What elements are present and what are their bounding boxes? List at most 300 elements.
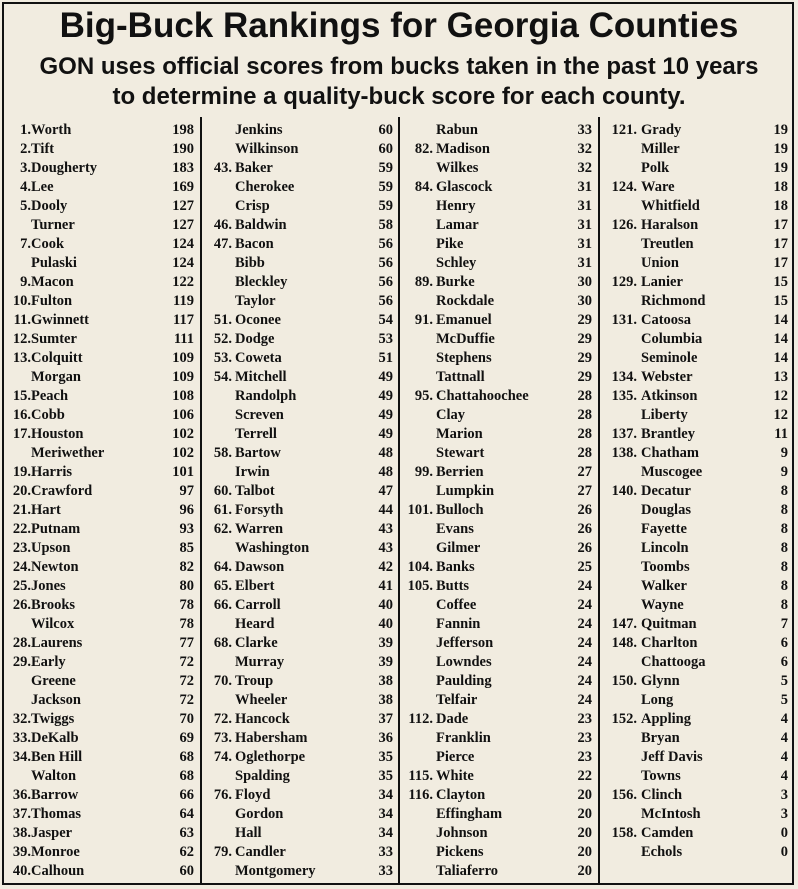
county-rank: 1.: [20, 122, 31, 138]
table-row: [4, 596, 200, 615]
county-name: Elbert: [235, 578, 275, 594]
county-score: 7: [780, 616, 788, 632]
county-name: Jefferson: [436, 635, 494, 651]
county-score: 12: [773, 407, 788, 423]
county-name: Chatham: [641, 445, 700, 461]
table-row: [600, 558, 794, 577]
county-name: DeKalb: [31, 730, 79, 746]
county-score: 31: [577, 255, 592, 271]
county-name: Murray: [235, 654, 285, 670]
county-rank: 25.: [12, 578, 31, 594]
county-name: Glynn: [641, 673, 680, 689]
county-score: 8: [780, 597, 788, 613]
county-score: 24: [577, 692, 592, 708]
table-row: [401, 843, 598, 862]
county-score: 25: [577, 559, 592, 575]
table-row: [600, 615, 794, 634]
county-score: 78: [179, 597, 194, 613]
table-row: [600, 729, 794, 748]
county-score: 39: [378, 654, 393, 670]
county-score: 49: [378, 388, 393, 404]
county-name: Johnson: [436, 825, 488, 841]
county-name: Seminole: [641, 350, 698, 366]
county-name: Gilmer: [436, 540, 481, 556]
county-name: Jenkins: [235, 122, 283, 138]
table-row: [4, 178, 200, 197]
county-score: 60: [179, 863, 194, 879]
table-row: [401, 121, 598, 140]
county-score: 62: [179, 844, 194, 860]
county-score: 38: [378, 673, 393, 689]
table-row: [600, 748, 794, 767]
county-score: 68: [179, 749, 194, 765]
county-score: 97: [179, 483, 194, 499]
table-row: [4, 824, 200, 843]
county-score: 17: [773, 236, 788, 252]
county-rank: 95.: [414, 388, 433, 404]
table-row: [401, 463, 598, 482]
county-score: 72: [179, 673, 194, 689]
county-rank: 115.: [408, 768, 433, 784]
county-score: 108: [172, 388, 194, 404]
county-name: Telfair: [436, 692, 478, 708]
county-score: 18: [773, 198, 788, 214]
county-rank: 40.: [12, 863, 31, 879]
county-score: 6: [780, 635, 788, 651]
table-row: [204, 520, 399, 539]
table-row: [401, 330, 598, 349]
county-score: 34: [378, 806, 393, 822]
county-score: 24: [577, 673, 592, 689]
table-row: [600, 539, 794, 558]
county-name: Wilkinson: [235, 141, 299, 157]
table-row: [204, 596, 399, 615]
county-rank: 15.: [12, 388, 31, 404]
county-score: 42: [378, 559, 393, 575]
county-name: Wilkes: [436, 160, 479, 176]
table-row: [4, 653, 200, 672]
county-score: 36: [378, 730, 393, 746]
county-name: Tattnall: [436, 369, 485, 385]
county-name: Pike: [436, 236, 464, 252]
county-score: 56: [378, 236, 393, 252]
county-score: 40: [378, 616, 393, 632]
county-name: Dade: [436, 711, 469, 727]
county-score: 30: [577, 293, 592, 309]
table-row: [600, 387, 794, 406]
table-row: [401, 615, 598, 634]
county-score: 8: [780, 559, 788, 575]
table-row: [204, 330, 399, 349]
table-row: [600, 805, 794, 824]
table-row: [204, 577, 399, 596]
table-row: [4, 805, 200, 824]
rankings-column-3: [401, 121, 598, 882]
county-rank: 74.: [213, 749, 232, 765]
county-name: Screven: [235, 407, 284, 423]
county-score: 77: [179, 635, 194, 651]
county-score: 35: [378, 749, 393, 765]
county-score: 49: [378, 426, 393, 442]
table-row: [204, 615, 399, 634]
county-score: 49: [378, 407, 393, 423]
county-score: 127: [172, 217, 194, 233]
table-row: [204, 254, 399, 273]
county-rank: 13.: [12, 350, 31, 366]
county-rank: 10.: [12, 293, 31, 309]
county-score: 22: [577, 768, 592, 784]
county-score: 13: [773, 369, 788, 385]
county-rank: 3.: [20, 160, 31, 176]
table-row: [204, 653, 399, 672]
county-name: Meriwether: [31, 445, 105, 461]
county-rank: 37.: [12, 806, 31, 822]
county-score: 8: [780, 578, 788, 594]
county-rank: 64.: [213, 559, 232, 575]
table-row: [204, 463, 399, 482]
table-row: [401, 216, 598, 235]
county-name: Newton: [31, 559, 79, 575]
county-score: 20: [577, 787, 592, 803]
county-rank: 24.: [12, 559, 31, 575]
table-row: [204, 178, 399, 197]
county-score: 8: [780, 483, 788, 499]
county-name: Stephens: [436, 350, 492, 366]
county-score: 3: [780, 787, 788, 803]
county-score: 78: [179, 616, 194, 632]
subtitle-line-2: to determine a quality-buck score for each county.: [112, 83, 686, 110]
county-name: Hart: [31, 502, 61, 518]
county-name: Washington: [235, 540, 310, 556]
county-name: Lee: [31, 179, 54, 195]
county-rank: 131.: [611, 312, 637, 328]
county-rank: 16.: [12, 407, 31, 423]
table-row: [600, 577, 794, 596]
county-score: 5: [780, 673, 788, 689]
rankings-column-4: [600, 121, 794, 882]
county-name: Fannin: [436, 616, 481, 632]
county-name: Chattooga: [641, 654, 706, 670]
county-name: Jones: [31, 578, 66, 594]
table-row: [401, 653, 598, 672]
county-score: 31: [577, 179, 592, 195]
county-rank: 99.: [414, 464, 433, 480]
table-row: [204, 501, 399, 520]
table-row: [600, 672, 794, 691]
county-name: Fulton: [31, 293, 73, 309]
county-name: McDuffie: [436, 331, 495, 347]
county-name: Troup: [235, 673, 274, 689]
table-row: [204, 748, 399, 767]
county-name: Laurens: [31, 635, 83, 651]
county-name: Barrow: [31, 787, 79, 803]
county-name: Cook: [31, 236, 65, 252]
county-score: 17: [773, 217, 788, 233]
county-rank: 19.: [12, 464, 31, 480]
county-name: Fayette: [641, 521, 687, 537]
county-score: 12: [773, 388, 788, 404]
county-name: Franklin: [436, 730, 491, 746]
county-name: Brooks: [31, 597, 76, 613]
county-name: Candler: [235, 844, 286, 860]
table-row: [401, 786, 598, 805]
county-score: 40: [378, 597, 393, 613]
county-name: Monroe: [31, 844, 80, 860]
table-row: [4, 786, 200, 805]
county-rank: 21.: [12, 502, 31, 518]
county-name: Charlton: [641, 635, 698, 651]
county-rank: 22.: [12, 521, 31, 537]
table-row: [401, 729, 598, 748]
county-score: 5: [780, 692, 788, 708]
county-score: 102: [172, 445, 194, 461]
county-rank: 129.: [611, 274, 637, 290]
table-row: [4, 330, 200, 349]
county-rank: 7.: [20, 236, 31, 252]
county-score: 23: [577, 711, 592, 727]
column-divider: [200, 117, 202, 885]
table-row: [204, 387, 399, 406]
county-rank: 134.: [611, 369, 637, 385]
county-rank: 47.: [213, 236, 232, 252]
county-rank: 126.: [611, 217, 637, 233]
county-score: 198: [172, 122, 194, 138]
county-name: Ware: [641, 179, 675, 195]
county-score: 53: [378, 331, 393, 347]
county-score: 60: [378, 122, 393, 138]
county-name: Marion: [436, 426, 483, 442]
county-score: 18: [773, 179, 788, 195]
county-name: Haralson: [641, 217, 699, 233]
table-row: [4, 463, 200, 482]
county-name: Thomas: [31, 806, 81, 822]
county-score: 23: [577, 730, 592, 746]
county-rank: 26.: [12, 597, 31, 613]
county-name: Jackson: [31, 692, 81, 708]
county-score: 24: [577, 654, 592, 670]
county-score: 33: [378, 863, 393, 879]
county-name: Greene: [31, 673, 76, 689]
county-name: Treutlen: [641, 236, 694, 252]
county-score: 14: [773, 312, 788, 328]
county-name: Harris: [31, 464, 73, 480]
county-rank: 34.: [12, 749, 31, 765]
county-score: 0: [780, 844, 788, 860]
county-score: 102: [172, 426, 194, 442]
county-name: Rabun: [436, 122, 478, 138]
table-row: [600, 254, 794, 273]
county-name: Stewart: [436, 445, 485, 461]
county-name: Jeff Davis: [641, 749, 703, 765]
table-row: [204, 311, 399, 330]
page-title: Big-Buck Rankings for Georgia Counties: [59, 6, 739, 45]
county-rank: 20.: [12, 483, 31, 499]
table-row: [401, 558, 598, 577]
county-score: 69: [179, 730, 194, 746]
table-row: [4, 254, 200, 273]
county-name: Pierce: [436, 749, 475, 765]
county-name: Grady: [641, 122, 682, 138]
county-name: Peach: [31, 388, 69, 404]
county-score: 33: [577, 122, 592, 138]
county-name: Montgomery: [235, 863, 316, 879]
county-name: Warren: [235, 521, 284, 537]
county-name: Douglas: [641, 502, 691, 518]
table-row: [401, 824, 598, 843]
county-name: Putnam: [31, 521, 81, 537]
table-row: [401, 862, 598, 881]
table-row: [401, 596, 598, 615]
county-score: 8: [780, 502, 788, 518]
county-rank: 105.: [407, 578, 433, 594]
county-score: 38: [378, 692, 393, 708]
table-row: [204, 140, 399, 159]
county-name: Lamar: [436, 217, 479, 233]
county-name: Bartow: [235, 445, 281, 461]
county-rank: 39.: [12, 844, 31, 860]
county-score: 11: [774, 426, 788, 442]
county-rank: 32.: [12, 711, 31, 727]
county-score: 58: [378, 217, 393, 233]
table-row: [600, 349, 794, 368]
county-name: Long: [641, 692, 674, 708]
table-row: [600, 634, 794, 653]
county-name: Henry: [436, 198, 476, 214]
county-name: Walton: [31, 768, 77, 784]
county-name: Richmond: [641, 293, 706, 309]
county-name: Jasper: [31, 825, 73, 841]
county-name: Emanuel: [436, 312, 492, 328]
county-score: 124: [172, 236, 194, 252]
county-name: Sumter: [31, 331, 77, 347]
county-name: Catoosa: [641, 312, 691, 328]
table-row: [401, 444, 598, 463]
county-name: Brantley: [641, 426, 695, 442]
county-score: 31: [577, 198, 592, 214]
county-rank: 84.: [414, 179, 433, 195]
table-row: [4, 691, 200, 710]
county-score: 20: [577, 825, 592, 841]
county-rank: 138.: [611, 445, 637, 461]
table-row: [204, 672, 399, 691]
table-row: [401, 197, 598, 216]
table-row: [204, 235, 399, 254]
table-row: [600, 197, 794, 216]
county-name: Paulding: [436, 673, 492, 689]
county-name: Lowndes: [436, 654, 492, 670]
county-name: Ben Hill: [31, 749, 83, 765]
county-rank: 104.: [407, 559, 433, 575]
county-score: 48: [378, 445, 393, 461]
county-score: 27: [577, 483, 592, 499]
county-rank: 60.: [213, 483, 232, 499]
county-rank: 137.: [611, 426, 637, 442]
county-score: 39: [378, 635, 393, 651]
table-row: [4, 235, 200, 254]
table-row: [204, 843, 399, 862]
county-score: 32: [577, 141, 592, 157]
county-name: Coweta: [235, 350, 282, 366]
table-row: [4, 311, 200, 330]
county-rank: 121.: [611, 122, 637, 138]
subtitle-line-1: GON uses official scores from bucks taken in the past 10 years: [39, 53, 759, 80]
county-rank: 43.: [213, 160, 232, 176]
county-score: 72: [179, 654, 194, 670]
county-rank: 53.: [213, 350, 232, 366]
county-score: 15: [773, 293, 788, 309]
table-row: [204, 482, 399, 501]
county-name: Houston: [31, 426, 84, 442]
county-score: 190: [172, 141, 194, 157]
county-rank: 82.: [414, 141, 433, 157]
table-row: [204, 634, 399, 653]
county-name: Effingham: [436, 806, 503, 822]
county-name: Polk: [641, 160, 670, 176]
county-name: Early: [31, 654, 66, 670]
county-name: Lumpkin: [436, 483, 495, 499]
county-score: 15: [773, 274, 788, 290]
table-row: [401, 634, 598, 653]
county-name: Spalding: [235, 768, 290, 784]
table-row: [401, 805, 598, 824]
table-row: [600, 653, 794, 672]
table-row: [401, 292, 598, 311]
table-row: [600, 444, 794, 463]
county-name: Liberty: [641, 407, 688, 423]
table-row: [4, 387, 200, 406]
table-row: [600, 121, 794, 140]
county-name: Heard: [235, 616, 275, 632]
table-row: [600, 292, 794, 311]
table-row: [4, 140, 200, 159]
county-rank: 73.: [213, 730, 232, 746]
county-score: 24: [577, 597, 592, 613]
county-name: Tift: [31, 141, 55, 157]
table-row: [401, 254, 598, 273]
county-rank: 89.: [414, 274, 433, 290]
county-name: Dawson: [235, 559, 285, 575]
table-row: [4, 292, 200, 311]
county-name: Dougherty: [31, 160, 98, 176]
table-row: [204, 273, 399, 292]
county-name: Talbot: [235, 483, 275, 499]
county-rank: 28.: [12, 635, 31, 651]
table-row: [600, 311, 794, 330]
county-rank: 23.: [12, 540, 31, 556]
county-score: 29: [577, 369, 592, 385]
county-rank: 4.: [20, 179, 31, 195]
table-row: [600, 235, 794, 254]
table-row: [204, 824, 399, 843]
county-name: Pickens: [436, 844, 484, 860]
table-row: [4, 672, 200, 691]
county-score: 109: [172, 369, 194, 385]
county-score: 106: [172, 407, 194, 423]
county-score: 26: [577, 502, 592, 518]
county-score: 56: [378, 274, 393, 290]
county-score: 85: [179, 540, 194, 556]
county-name: Bryan: [641, 730, 680, 746]
table-row: [401, 387, 598, 406]
county-name: Oglethorpe: [235, 749, 306, 765]
county-score: 119: [173, 293, 194, 309]
table-row: [4, 634, 200, 653]
county-rank: 79.: [213, 844, 232, 860]
county-name: Clarke: [235, 635, 278, 651]
county-score: 27: [577, 464, 592, 480]
county-name: Butts: [436, 578, 470, 594]
county-score: 49: [378, 369, 393, 385]
